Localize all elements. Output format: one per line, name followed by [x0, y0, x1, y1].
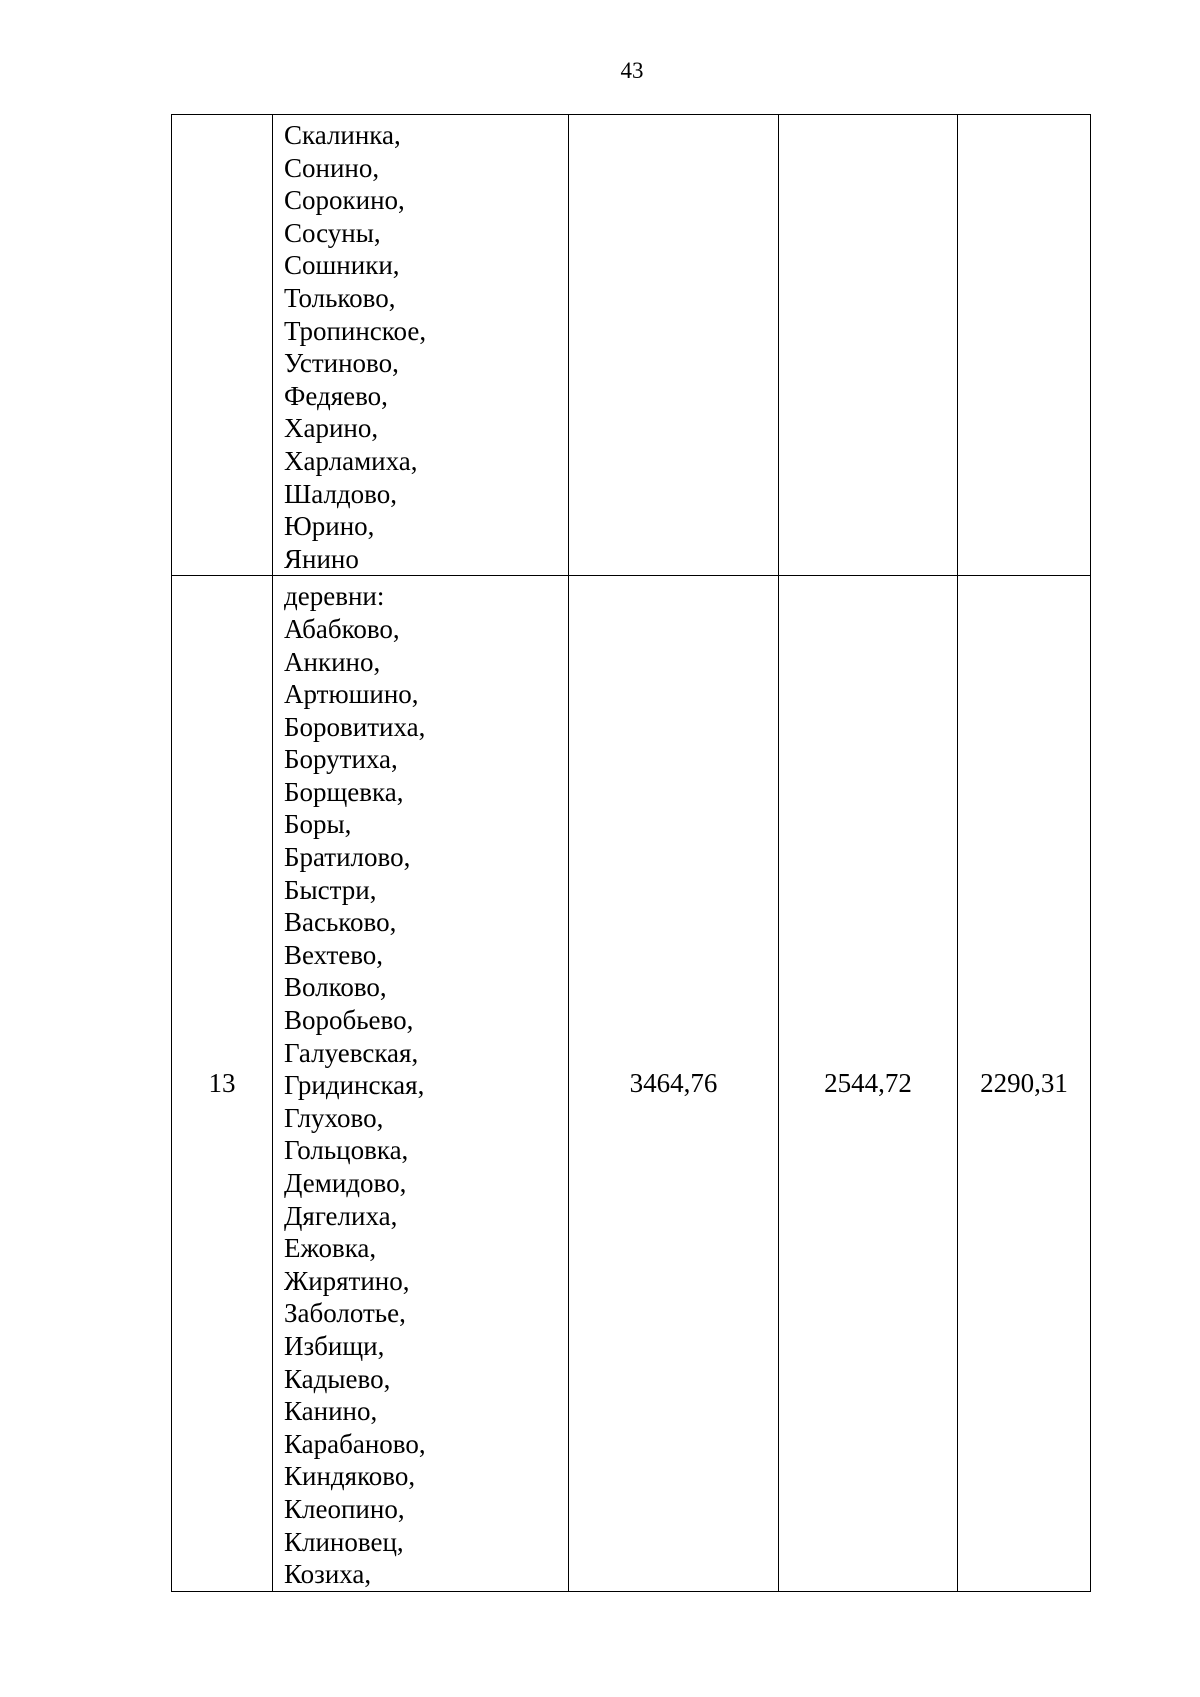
value-cell-1: 3464,76 — [569, 576, 779, 1591]
settlement-name: Харино, — [284, 413, 379, 444]
settlement-name: Федяево, — [284, 380, 388, 411]
settlement-name: Волково, — [284, 972, 387, 1003]
settlement-name: Янино — [284, 543, 359, 574]
settlement-name: Борщевка, — [284, 776, 404, 807]
settlement-name: Киндяково, — [284, 1461, 416, 1492]
settlement-list — [273, 576, 568, 1590]
settlement-name: Тропинское, — [284, 315, 427, 346]
settlement-name: Сошники, — [284, 250, 400, 281]
settlement-list — [273, 115, 568, 575]
settlement-name: Тольково, — [284, 282, 396, 313]
settlement-name: Жирятино, — [284, 1265, 410, 1296]
settlement-name: Карабаново, — [284, 1428, 426, 1459]
settlement-name: Быстри, — [284, 874, 377, 905]
settlement-name: Козиха, — [284, 1559, 372, 1590]
settlement-name: Воробьево, — [284, 1005, 414, 1036]
settlement-name: Сорокино, — [284, 185, 405, 216]
settlement-name: Ежовка, — [284, 1233, 377, 1264]
table-row — [172, 576, 1091, 1591]
value-cell-3 — [958, 115, 1091, 576]
value-cell-3: 2290,31 — [958, 576, 1091, 1591]
settlement-name: Избищи, — [284, 1330, 385, 1361]
value-cell-2: 2544,72 — [779, 576, 958, 1591]
settlement-name: Абабково, — [284, 613, 400, 644]
settlement-name: Братилово, — [284, 842, 411, 873]
page-number: 43 — [620, 58, 644, 83]
settlement-name: Шалдово, — [284, 478, 397, 509]
settlement-name: Юрино, — [284, 511, 375, 542]
table-row — [172, 115, 1091, 576]
settlement-name: Дягелиха, — [284, 1200, 398, 1231]
settlement-name: Галуевская, — [284, 1037, 419, 1068]
row-number-cell — [172, 115, 273, 576]
settlement-name: Клеопино, — [284, 1493, 405, 1524]
settlement-name: Сонино, — [284, 152, 380, 183]
settlement-name: Боры, — [284, 809, 352, 840]
settlement-name: Анкино, — [284, 646, 381, 677]
settlement-name: Борутиха, — [284, 744, 398, 775]
value-cell-1 — [569, 115, 779, 576]
settlement-names-cell — [273, 115, 569, 576]
settlements-table — [171, 114, 1091, 1592]
settlement-name: Сосуны, — [284, 217, 381, 248]
settlement-name: Боровитиха, — [284, 711, 426, 742]
settlement-name: Канино, — [284, 1396, 378, 1427]
settlement-name: Гридинская, — [284, 1070, 425, 1101]
settlement-name: Устиново, — [284, 348, 399, 379]
settlement-name: Васьково, — [284, 907, 397, 938]
row-number-cell: 13 — [172, 576, 273, 1591]
settlement-name: Скалинка, — [284, 120, 401, 150]
settlement-names-cell — [273, 576, 569, 1591]
settlement-name: Харламиха, — [284, 445, 418, 476]
settlement-name: Артюшино, — [284, 679, 419, 710]
settlement-name: Гольцовка, — [284, 1135, 409, 1166]
settlement-items — [284, 613, 568, 1591]
settlement-name: Кадыево, — [284, 1363, 391, 1394]
settlement-name: Заболотье, — [284, 1298, 406, 1329]
settlement-name: Клиновец, — [284, 1526, 404, 1557]
settlement-name: Вехтево, — [284, 939, 384, 970]
settlement-group-header: деревни: — [284, 581, 385, 612]
settlement-name: Демидово, — [284, 1168, 407, 1198]
value-cell-2 — [779, 115, 958, 576]
settlement-name: Глухово, — [284, 1102, 384, 1133]
